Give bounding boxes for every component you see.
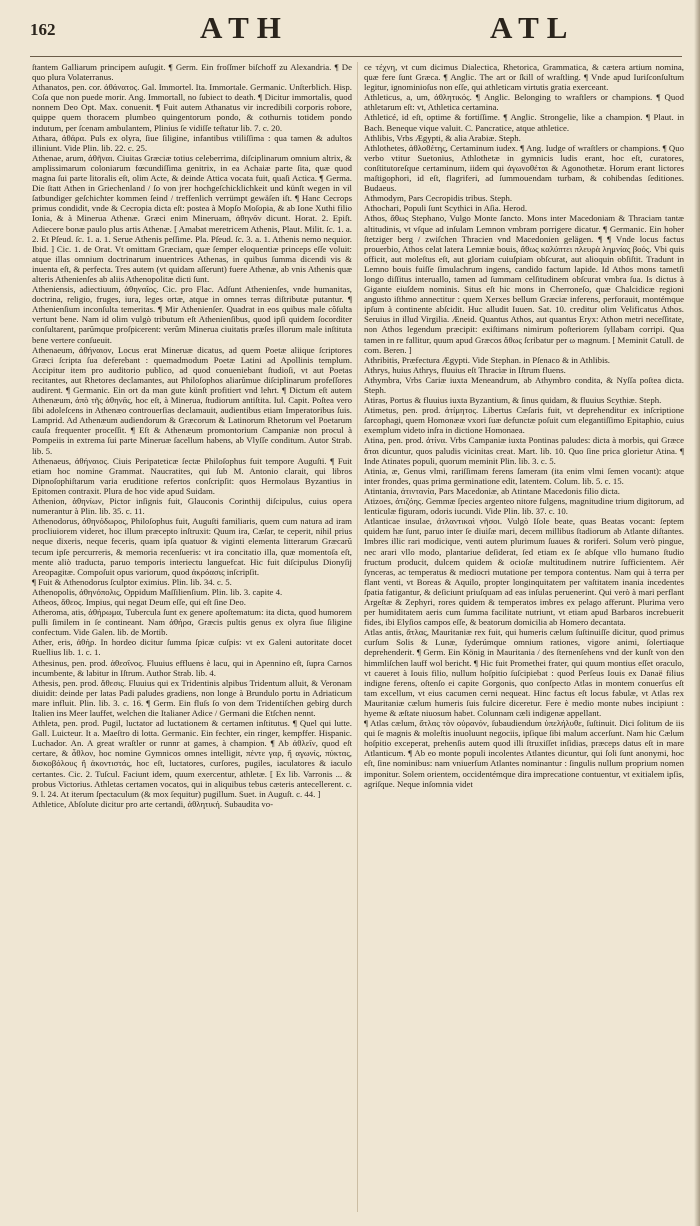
dictionary-entry: Athleticé, id eſt, optime & fortiſſime. ¶ Anglic. Strongelie, like a champion. ¶ Plaut. in Bach. Beneque vique valuit. C. Pancratice, atque athletice. — [364, 112, 684, 133]
dictionary-entry: Ather, eris, ἀθήρ. In hordeo dicitur ſumma ſpicæ cuſpis: vt ex Galeni autoritate docet Ruellius lib. 1. c. 1. — [32, 637, 352, 658]
dictionary-entry: Atheroma, atis, ἀθήρωμα, Tuberculа ſunt ex genere apoſtematum: ita dicta, quod humorem pulli ſimilem in ſe contineant. Nam ἀθήρα, Græcis pultis genus ex olyra ſiue ſiligine confectum. Vide Galen. lib. de Mortib. — [32, 607, 352, 638]
column-gutter — [357, 62, 358, 1212]
page-header — [30, 10, 682, 48]
dictionary-entry: Athos, ἄθως Stephano, Vulgo Monte ſancto. Mons inter Macedoniam & Thraciam tantæ altitudinis, vt vſque ad inſulam Lemnon vmbram porrigere dicatur. ¶ Germanic. Ein hoher ſtetziger berg / zwiſchen Thracien vnd Macedonien gelägen. ¶ ¶ Vnde locus factus prouerbio, Athos celat latera Lemniæ bouis, ἄθως καλύπτει πλευρὰ λημνίας βοός. Vbi quis officit, aut moleſtus eſt, aut gloriam cuiuſpiam obſcurat, aut alioquin obſiſtit. Tradunt in Lemno bouis fuiſſe ſimulachrum ingens, candido factum lapide. Id Athos mons tametſi longo diſſitus interuallo, tamen ad ſummam celſitudinem obſcurat vmbra ſua. Is dictus à Gigante eiuſdem nominis. Situs eſt hic mons in Cherroneſo, quæ Chalcidicæ regioni angusto iſthmo annectitur : quem Xerxes bellum Græciæ inferens, perforauit, montémque ipſum à continente abſcidit. Huc alludit Iuuen. Sat. 10. creditur olim Velificatus Athos. Seruius in illud Virgilia. Æneid. Quantus Athos, aut quantus Eryx: Athon metri neceſſitate, non Athos legendum præcipit: exiſtimans nimirum poſteriorem ſyllabam corripi. Qua tamen in re fallitur, quum apud Græcos ἄθως ſcribatur per ω magnum. [ Meminit Catull. de com. Beren. ] — [364, 213, 684, 355]
dictionary-entry: ¶ Atlas cælum, ἄτλας τὸν οὐρανόν, ſubaudiendum ὑπελήλυθε, ſuſtinuit. Dici ſolitum de iis qui ſe magnis & moleſtis inuoluunt negociis, ipſique ſibi malum accerſunt. Nam hic Cælum hoſpitio exceperat, prehenſis autem quod illi ſtruxiſſet inſidias, præceps datus eſt in mare Atlanticum. ¶ Ab eo monte populi incolentes Atlantes dicuntur, qui ſoli ſunt anonymi, hoc eſt, ſine nominibus: nam vniuerſum Atlantes nominantur : ſingulis nullum proprium nomen imponitur. Solem orientem, occidentémque dira imprecatione contuentur, vt exitialem ipſis, agriſque. Neque inſomnia videt — [364, 718, 684, 789]
page-edge-shadow — [694, 0, 700, 1226]
dictionary-entry: Athleticus, a, um, ἀθλητικός. ¶ Anglic. Belonging to wraſtlers or champions. ¶ Quod athletarum eſt: vt, Athletica certamina. — [364, 92, 684, 113]
header-rule — [30, 56, 682, 57]
dictionary-entry: Athesinus, pen. prod. ἀθεσῖνος. Fluuius effluens è lacu, qui in Apennino eſt, ſupra Carnos incumbente, & labitur in Iſtrum. Author Strab. lib. 4. — [32, 657, 352, 678]
dictionary-entry: Athlibis, Vrbs Ægypti, & alia Arabiæ. Steph. — [364, 132, 521, 143]
dictionary-entry: Athribitis, Præfectura Ægypti. Vide Stephan. in Pſenaco & in Athlibis. — [364, 354, 610, 365]
dictionary-entry: Athenaeum, ἀθήναιον, Locus erat Mineruæ dicatus, ad quem Poetæ aliique ſcriptores Græci ſcripta ſua deferebant : quemadmodum Poetæ Latini ad Apollinis templum. Accipitur item pro auditorio publico, ad quod conueniebant ſtudioſi, vt aut Poetas recitantes, aut Rhetores declamantes, aut Philoſophos aliarũmue diſciplinarum profeſſores audirent. ¶ Germanic. Ein ort da man gute künſt profitiert vnd lehrt. ¶ Dictum eſt autem Athenæum, ἀπὸ τῆς ἀθηνᾶς, hoc eſt, à Minerua, ſtudiorum antiſtita. Iul. Capit. Poſtea vero ſibi adoleſcens in Athenæo controuerſias declamauit, audientibus etiam Imperatoribus ſuis. Lamprid. Ad Athenæum audiendorum & Græcorum & Latinorum Rhetorum vel Poetarum cauſa frequenter proceſſit. ¶ Eſt & Athenæum promontorium Campaniæ non procul à Pompeiis in extrema ſui parte Mineruæ ſacellum habens, ab Vlyſſe conditum. Autor Strab. lib. 5. — [32, 344, 352, 456]
left-running-head: ATH — [200, 10, 289, 45]
right-column — [364, 62, 684, 1212]
dictionary-entry: Athrys, huius Athrys, fluuius eſt Thraciæ in Iſtrum fluens. — [364, 364, 566, 375]
dictionary-entry: Athletice, Abſolute dicitur pro arte certandi, ἀθλητική. Subaudita vo- — [32, 798, 274, 809]
dictionary-entry: ce τέχνη, vt cum dicimus Dialectica, Rhetorica, Grammatica, & cætera artium nomina, quæ fere ſunt Græca. ¶ Anglic. The art or ſkill of wraſtling. ¶ Vnde apud Iuriſconſultum legitur, ignominioſus non eſſe, qui athleticam virtutis gratia exerceant. — [364, 62, 684, 93]
dictionary-entry: Atinia, æ, Genus vlmi, rariſſimam ferens ſameram (ita enim vlmi ſemen vocant): atque inter frondes, quas prima germinatione edit, latentem. Colum. lib. 5. c. 15. — [364, 465, 684, 486]
dictionary-entry: Athleta, pen. prod. Pugil, luctator ad luctationem & certamen inſtitutus. ¶ Quel qui lutte. Gall. Luicteur. It a. Maeſtro di lotta. Germanic. Ein fechter, ein ringer, kempffer. Hispanic. Luchador. An. A great wraſtler or runnr at games, à champion. ¶ Ab ἀθλεῖν, quod eſt certare, & ἆθλον, hoc nomine Gymnicos omnes intelligit, πέντε γαρ, ἤ αγωνίς, πύκτας, δισκοβόλους ἢ ἀκοντιστάς, hoc eſt, luctatores, curſores, pugiles, iaculatores & iaculo certantes. Cic. 2. Tuſcul. Faciunt idem, quum exercentur, athletæ. [ Ex lib. Varronis ... & probus Victorius. Athletas certamen vocatos, qui in aliquibus tebus cæteris antecellerent. c. 9. l. 24. At iterum ſpectaculum (& mox ſequitur) pugillum. Suet. in Auguſt. c. 44. ] — [32, 718, 352, 799]
dictionary-entry: Atlas antis, ἄτλας, Mauritaniæ rex fuit, qui humeris cælum ſuſtinuiſſe dicitur, quod primus curſum Solis & Lunæ, ſyderúmque omnium rationes, vigore animi, ſolertiaque deprehenderit. ¶ Germ. Ein König in Mauritania / des ſternenſehens vnd der kunſt von den himmliſchen lauff wol bericht. ¶ Hic fuit Promethei frater, qui quum montius eſſet oraculo, vt caueret à Iouis filio, nullum hoſpitio ſuſcipiebat : quod Perſeus Iouis ex Danaë filius indigne ferens, oſtenſo ei capite Gorgonis, quo conſpecto Atlas in montem conuerſus eſt tam excellum, vt eius cacumen cerni nequeat. Hinc factus eſt locus fabulæ, vt Atlas rex Mauritaniæ cælum humeris ſuis fulcire diceretur. Fere è medio monte nubes incipiunt : hyeme & æſtate niuosum habet. Colunnam cæli indigenæ appellant. — [364, 627, 684, 718]
dictionary-entry: Atheos, ἄθεος. Impius, qui negat Deum eſſe, qui eſt ſine Deo. — [32, 596, 246, 607]
dictionary-entry: Athymbra, Vrbs Cariæ iuxta Meneandrum, ab Athymbro condita, & Nyſſa poſtea dicta. Steph. — [364, 374, 684, 395]
dictionary-entry: ſtantem Galliarum principem auſugit. ¶ Germ. Ein froſſmer biſchoff zu Alexandria. ¶ De quo plura Volaterranus. — [32, 62, 352, 83]
dictionary-entry: Athenaeus, ἀθήναιος. Ciuis Peripateticæ ſectæ Philoſophus fuit tempore Auguſti. ¶ Fuit etiam hoc nomine Grammat. Naucratites, qui ſub M. Antonio clarait, qui libros Dipnoſophiſtarum varia eruditione refertos conſcripſit: quos Hermolaus Byzantius in Epitomen contraxit. Plura de hoc vide apud Suidam. — [32, 455, 352, 496]
dictionary-entry: ¶ Fuit & Athenodorus ſculptor eximius. Plin. lib. 34. c. 5. — [32, 576, 232, 587]
dictionary-entry: Athenion, ἀθηνίων, Pictor inſignis fuit, Glauconis Corinthij diſcipulus, cuius opera numerantur à Plin. lib. 35. c. 11. — [32, 496, 352, 517]
right-running-head: ATL — [490, 10, 576, 45]
dictionary-entry: Atimetus, pen. prod. ἀτίμητος. Libertus Cæſaris fuit, vt deprehenditur ex inſcriptione ſarcophagi, quem Homonææ vxori ſuæ defunctæ poſuit cum elegantiſſimo Epitaphio, cuius exemplum videto inſra in dictione Homonaea. — [364, 405, 684, 436]
dictionary-entry: Atiras, Portus & fluuius iuxta Byzantium, & ſinus quidam, & fluuius Scythiæ. Steph. — [364, 395, 662, 406]
dictionary-entry: Atina, pen. prod. ἀτίνα. Vrbs Campaniæ iuxta Pontinas paludes: dicta à morbis, qui Græce ἄται dicuntur, quos paludis vicinitas creat. Mart. lib. 10. Quo ſine prica glorietur Atina. ¶ Inde Atinates populi, quorum meminit Plin. lib. 3. c. 5. — [364, 435, 684, 466]
dictionary-entry: Athenopolis, ἀθηνόπολις, Oppidum Maſſilienſium. Plin. lib. 3. capite 4. — [32, 586, 283, 597]
dictionary-entry: Athenae, arum, ἀθῆναι. Ciuitas Græciæ totius celeberrima, diſciplinarum omnium altrix, & amplissimarum coloniarum fœcundiſſima genitrix, in ea Achaiæ parte ſita, quæ quod magna ſui parte litoralis eſt, olim Acte, & deinde Attica vocata fuit, quaſi Actica. ¶ Germa. Die ſtatt Athen in Griechenland / ſo von jrer hochgeſchicklichkeit und künſt wegen in vil ſatbundiger geſchichter kommen ſeind / treffenlich verrümpt gewäſen iſt. ¶ Hanc Cecrops primus condidit, vnde & Cecropia dicta eſt: postea à Mopſo Moſopia, & ab Ione Xuthi filio Ionia, & à Minerua Athenæ. Græci enim Mineruam, ἀθηνᾶν dicunt. Horat. 2. Epiſt. Adiecere bonæ paulo plus artis Athenæ. [ Amabat meretricem Athenis, Plaut. Milit. ſc. 1. a. 2. Et Pſeud. ſc. 1. a. 1. Serue Athenis peſſime. Pla. Pſeud. ſc. 3. a. 1. Athenis nemo nequior. Ibid. ] Cic. 1. de Orat. Vt omittam Græciam, quæ ſemper eloquentiæ princeps eſſe voluit: atque illas omnium doctrinarum inuentrices Athenas, in quibus ſumma dicendi vis & inuenta eſt, & perfecta. Tres autem (vt quidam aſſerunt) fuere Athenæ, ab vnis Athenis quæ alteris Athenienſes ab aliis Athenopolitæ dicti ſunt. — [32, 152, 352, 284]
dictionary-entry: Atheniensis, adiectiuum, ἀθηναῖος. Cic. pro Flac. Adſunt Athenienſes, vnde humanitas, doctrina, religio, fruges, iura, leges ortæ, atque in omnes terras diſtributæ putantur. ¶ Athenienſium inconſulta temeritas. ¶ Mir Athenienſer. Quadrat in eos quibus male cõſulta vertunt bene. Nam id olim vulgò tributum eſt Athenienſibus, quod ipſi quidem ſocorditer conſultarent, parũmque proſpicerent: verũm Minerua ciuitatis præſes illorum male inſtituta bene vertere conſueuit. — [32, 284, 352, 345]
dictionary-entry: Athesis, pen. prod. ἄθεσις. Fluuius qui ex Tridentinis alpibus Tridentum alluit, & Veronam diuidit: deinde per latas Padi paludes gradiens, non longe à Brundulo portu in Adriaticum mare influit. Plin. lib. 3. c. 16. ¶ Germ. Ein fluſs ſo von dem Tridentiſchen gebirg durch Italien ins Meer lauffet, welchen die Italianer Adice / Germani die Etſchen nennt. — [32, 677, 352, 718]
page-number: 162 — [30, 20, 56, 39]
left-column — [32, 62, 352, 1212]
dictionary-entry: Athochari, Populi ſunt Scythici in Aſia. Herod. — [364, 203, 528, 214]
dictionary-entry: Athanatos, pen. cor. ἀθάνατος. Gal. Immortel. Ita. Immortale. Germanic. Unſterblich. Hisp. Coſa que non puede morir. Ang. Immortall, no ſubiect to death. ¶ Dicitur immortalis, quod nonnem Deo Opt. Max. conuenit. ¶ Fuit autem Athanatus vir incredibili corporis robore, quippe quem thoracem plumbeo quingentorum pondo, & cothurnis totidem pondo indutum, per ſcenam ambulantem, Plinius ſe vidiſſe teſtatur lib. 7. c. 20. — [32, 82, 352, 133]
dictionary-entry: Athenodorus, ἀθηνόδωρος, Philoſophus fuit, Auguſti familiaris, quem cum natura ad iram procliuiorem videret, hoc illum præcepto inſtruxit: Quum ira, Cæſar, te ceperit, nihil prius neque dixeris, neque feceris, quam ipſa quatuor & viginti elementa litterarum Græcarũ tecum ipſe percurreris, & memoria recenſueris: vt ira concitatio illa, quæ momentoſa eſt, mente aliò traducta, paruo temporis interiectu languefcat. Hic fuit diſcipulus Dionyſij Areopagitæ. Compoſuit opus variorum, quod ἀκρόασις inſcripſit. — [32, 516, 352, 577]
dictionary-entry: Atizoes, ἀτιζόης. Gemmæ ſpecies argenteo nitore fulgens, magnitudine trium digitorum, ad lenticulæ figuram, odoris iucundi. Vide Plin. lib. 37. c. 10. — [364, 496, 684, 517]
dictionary-entry: Athara, ἀθάρα. Puls ex olyra, ſiue ſiligine, infantibus vtiliſſima : qua tamen & adultos illiniunt. Vide Plin. lib. 22. c. 25. — [32, 132, 352, 153]
dictionary-entry: Atintania, ἀτιντανία, Pars Macedoniæ, ab Atintane Macedonis filio dicta. — [364, 485, 620, 496]
dictionary-entry: Athmodym, Pars Cecropidis tribus. Steph. — [364, 193, 513, 204]
dictionary-entry: Atlanticae insulae, ἀτλαντικαὶ νῆσοι. Vulgò Iſole beate, quas Beatas vocant: ſeptem quidem hæ ſunt, paruo inter ſe diuiſæ mari, decem millibus ſtadiorum ab Atlante diſtantes. Imbres illic rari modicique, venti autem plurimum ſuaues & roriferi. Solum verò pingue, nec arari vllo modo, plantariue deſiderat, ſed etiam ex ſe abſque vllo humano ſtudio fructum producit, dulcem quidem & ocioſæ multitudinem nutrire ſufficientem. Aër ſynceras, ac temperatus & mediocri mutatione per tempora contentus. Nam qui à terra per flant venti, vt Boreas & Aquilo, propter longinquitatem per vaſtitatem inania incedentes ſpatia fatigantur, & deſiciunt priuſquam ad eas inſulas peruenerint. Qui verò à mari perflant Argeſtæ & Zephyri, rores quidem & temperatos imbres ex pelago afferunt. Plurima vero per humiditatem aeris cum ſumma facilitate nutriunt, vt etiam apud Barbaros increbuerit fides, ibi Elyſios campos eſſe, & beatorum domicilia ab Homero decantata. — [364, 516, 684, 628]
dictionary-entry: Athlothetes, ἀθλοθέτης, Certaminum iudex. ¶ Ang. Iudge of wraſtlers or champions. ¶ Quo verbo vtitur Suetonius, Athlothetæ in gymnicis ludis erant, hoc eſt, curatores, conſtitutoreſque certaminum, iidem qui ἀγωνοθέται & Agonothetæ. Horum erant lictores maſtigophori, id eſt, flagriferi, ad ſummouendam turbam, & cohibendas ſeditiones. Budaeus. — [364, 142, 684, 194]
